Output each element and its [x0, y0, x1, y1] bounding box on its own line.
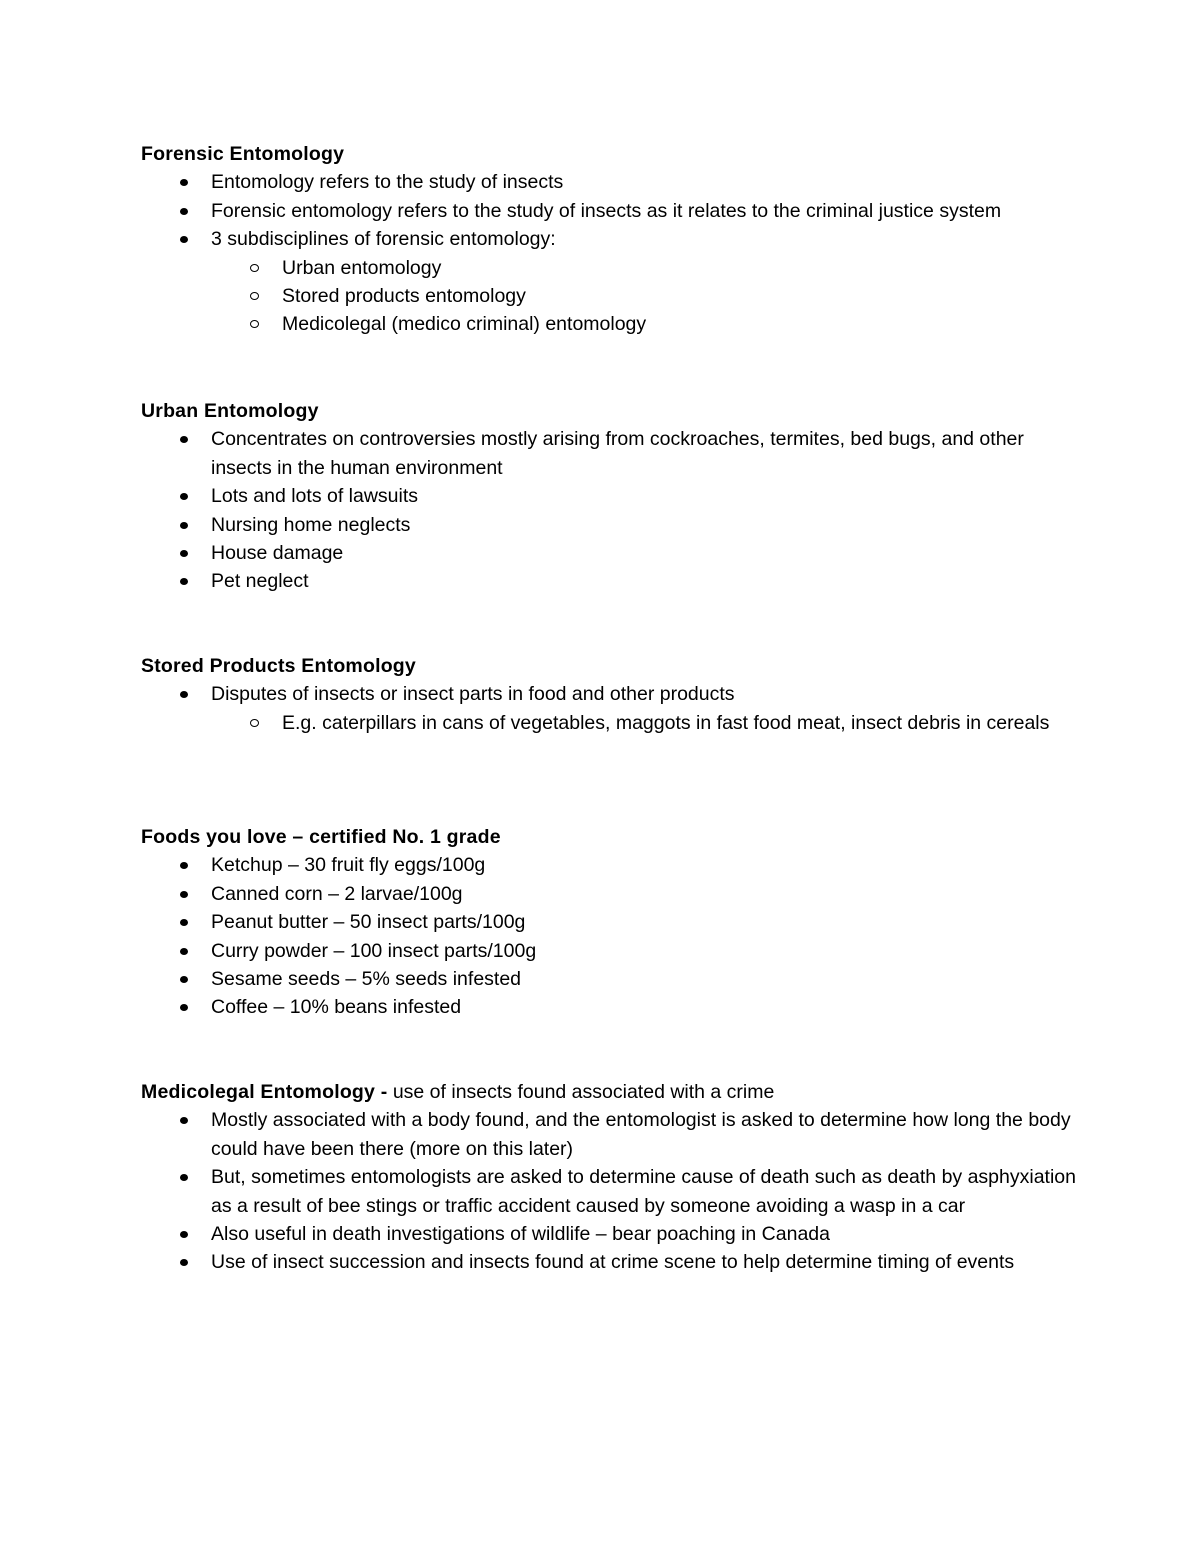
heading-text: Stored Products Entomology [141, 655, 416, 677]
sub-list-item-text: Stored products entomology [282, 285, 526, 308]
bullet-icon [180, 862, 188, 869]
sub-list-item [211, 282, 1081, 310]
list-item [141, 482, 1081, 510]
bullet-icon [180, 919, 188, 926]
list-item-text: Disputes of insects or insect parts in food and other products [211, 683, 735, 706]
bullet-list [141, 680, 1081, 737]
bullet-list [141, 425, 1081, 595]
bullet-icon [180, 208, 188, 215]
list-item [141, 908, 1081, 936]
list-item [141, 539, 1081, 567]
heading-subtitle: use of insects found associated with a crime [387, 1081, 775, 1103]
bullet-icon [180, 1117, 188, 1124]
hollow-bullet-icon [250, 719, 259, 727]
list-item-text: 3 subdisciplines of forensic entomology: [211, 228, 556, 251]
list-item-text: Ketchup – 30 fruit fly eggs/100g [211, 854, 486, 877]
list-item [141, 511, 1081, 539]
list-item-text: Concentrates on controversies mostly arising from cockroaches, termites, bed bugs, and other insects in the human environment [211, 428, 1024, 479]
heading-text: Urban Entomology [141, 400, 319, 422]
bullet-icon [180, 948, 188, 955]
list-item [141, 425, 1081, 482]
bullet-icon [180, 691, 188, 698]
heading-text: Forensic Entomology [141, 143, 345, 165]
sub-list-item-text: Urban entomology [282, 256, 442, 279]
list-item-text: Peanut butter – 50 insect parts/100g [211, 911, 526, 934]
bullet-icon [180, 1259, 188, 1266]
list-item [141, 567, 1081, 595]
bullet-icon [180, 436, 188, 443]
hollow-bullet-icon [250, 264, 259, 272]
bullet-list [141, 168, 1081, 338]
list-item [141, 1163, 1081, 1220]
section-foods-you-love [141, 823, 1081, 1022]
list-item-text: Lots and lots of lawsuits [211, 485, 419, 508]
sub-list-item [211, 254, 1081, 282]
hollow-bullet-icon [250, 292, 259, 300]
bullet-icon [180, 236, 188, 243]
list-item-text: House damage [211, 542, 344, 565]
list-item-text: Forensic entomology refers to the study of insects as it relates to the criminal justice system [211, 199, 1002, 222]
sub-list-item [211, 709, 1081, 737]
bullet-icon [180, 1004, 188, 1011]
list-item-text: Entomology refers to the study of insects [211, 171, 564, 194]
list-item-text: Mostly associated with a body found, and the entomologist is asked to determine how long the body could have been there (more on this later) [211, 1109, 1071, 1160]
bullet-icon [180, 976, 188, 983]
heading-text: Foods you love – certified No. 1 grade [141, 826, 501, 848]
bullet-icon [180, 179, 188, 186]
section-heading [141, 1078, 1081, 1106]
bullet-list [141, 851, 1081, 1021]
section-urban-entomology [141, 397, 1081, 596]
bullet-icon [180, 493, 188, 500]
bullet-icon [180, 578, 188, 585]
bullet-icon [180, 891, 188, 898]
list-item [141, 197, 1081, 225]
sub-list-item-text: Medicolegal (medico criminal) entomology [282, 313, 647, 336]
bullet-icon [180, 522, 188, 529]
list-item-text: Sesame seeds – 5% seeds infested [211, 968, 522, 991]
list-item [141, 965, 1081, 993]
list-item-text: Use of insect succession and insects found at crime scene to help determine timing of events [211, 1251, 1015, 1274]
list-item-text: Coffee – 10% beans infested [211, 996, 462, 1019]
bullet-list [141, 1106, 1081, 1276]
hollow-bullet-icon [250, 320, 259, 328]
section-stored-products-entomology [141, 652, 1081, 737]
heading-text: Medicolegal Entomology - [141, 1081, 388, 1103]
section-medicolegal-entomology [141, 1078, 1081, 1277]
list-item [141, 851, 1081, 879]
list-item [141, 680, 1081, 737]
section-heading [141, 652, 1081, 680]
bullet-icon [180, 1231, 188, 1238]
list-item [141, 1248, 1081, 1276]
list-item-text: Canned corn – 2 larvae/100g [211, 882, 463, 905]
list-item [141, 937, 1081, 965]
sub-list-item-text: E.g. caterpillars in cans of vegetables, maggots in fast food meat, insect debris in cereals [282, 711, 1050, 734]
list-item [141, 225, 1081, 339]
list-item [141, 993, 1081, 1021]
bullet-icon [180, 550, 188, 557]
list-item-text: Nursing home neglects [211, 513, 411, 536]
list-item-text: Curry powder – 100 insect parts/100g [211, 939, 537, 962]
bullet-icon [180, 1174, 188, 1181]
list-item [141, 880, 1081, 908]
section-forensic-entomology [141, 140, 1081, 339]
list-item-text: Also useful in death investigations of wildlife – bear poaching in Canada [211, 1223, 830, 1246]
list-item [141, 1220, 1081, 1248]
section-heading [141, 140, 1081, 168]
list-item [141, 1106, 1081, 1163]
section-heading [141, 823, 1081, 851]
list-item [141, 168, 1081, 196]
list-item-text: But, sometimes entomologists are asked to determine cause of death such as death by asphyxiation as a result of bee stings or traffic accident caused by someone avoiding a wasp in a car [211, 1166, 1076, 1217]
list-item-text: Pet neglect [211, 570, 309, 593]
sub-bullet-list [141, 709, 1081, 737]
section-heading [141, 397, 1081, 425]
sub-bullet-list [141, 254, 1081, 339]
sub-list-item [211, 310, 1081, 338]
